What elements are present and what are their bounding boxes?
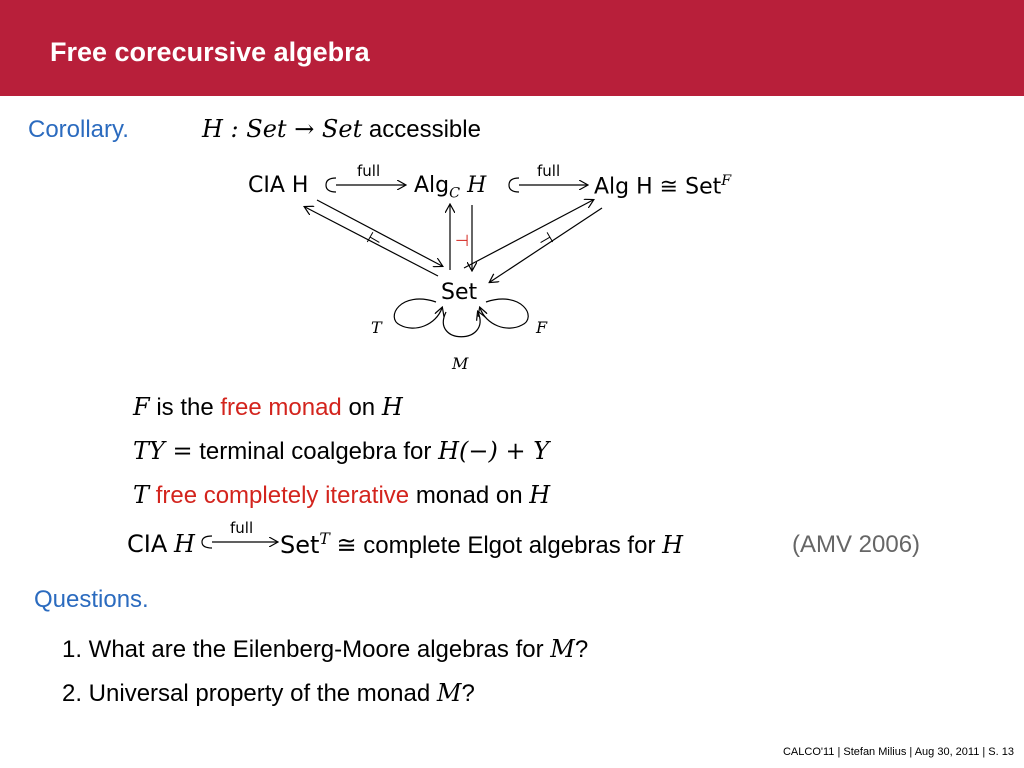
question-1-text: 1. What are the Eilenberg-Moore algebras for — [62, 636, 544, 663]
fact-t-math2: H — [529, 481, 551, 509]
loop-label-M: M — [452, 354, 469, 373]
fact-ty-math2: H(−) + Y — [438, 437, 550, 465]
equiv-iso: ≅ — [336, 532, 357, 559]
label-full-2: full — [537, 162, 561, 180]
corollary-statement-math: H : Set → Set — [202, 115, 363, 143]
questions-label: Questions. — [34, 586, 149, 613]
equiv-set-sup: T — [319, 530, 330, 548]
adjunction-symbol-middle: ⊣ — [455, 233, 469, 250]
fact-ty-math: TY = — [133, 437, 193, 465]
equiv-text: complete Elgot algebras for — [363, 532, 656, 559]
equivalence-rhs — [280, 530, 683, 560]
fact-f-math: F — [133, 393, 150, 421]
equiv-h2: H — [662, 531, 684, 559]
equiv-full-label: full — [230, 519, 254, 537]
adjunction-symbol-left: ⊤ — [364, 229, 387, 251]
fact-f-text1: is the — [156, 394, 214, 421]
node-iso: ≅ — [659, 174, 679, 200]
adjunction-symbol-right: ⊤ — [533, 229, 556, 251]
corollary-label: Corollary. — [28, 116, 129, 143]
fact-t-math: T — [133, 481, 150, 509]
slide-footer: CALCO'11 | Stefan Milius | Aug 30, 2011 | S. 13 — [782, 746, 1014, 758]
corollary-statement-text: accessible — [368, 116, 481, 143]
fact-f-math2: H — [381, 393, 403, 421]
fact-ty-text: terminal coalgebra for — [199, 438, 432, 465]
question-2-text: 2. Universal property of the monad — [62, 680, 431, 707]
node-setf-sup: F — [721, 173, 732, 189]
slide-title: Free corecursive algebra — [50, 37, 370, 67]
equiv-h: H — [173, 530, 195, 558]
question-1 — [62, 635, 588, 664]
citation: (AMV 2006) — [792, 531, 921, 558]
question-1-math: M — [550, 635, 575, 663]
fact-f-text2: on — [348, 394, 376, 421]
node-algc-text: Alg — [414, 173, 450, 198]
question-2-end: ? — [461, 680, 475, 707]
question-2-math: M — [436, 679, 462, 707]
equiv-set: Set — [280, 531, 320, 559]
node-cia-text: CIA H — [248, 173, 309, 198]
fact-t-red: free completely iterative — [155, 482, 410, 509]
question-1-end: ? — [574, 636, 589, 663]
loop-label-F: F — [536, 318, 548, 337]
label-full-1: full — [357, 162, 381, 180]
node-alg-text: Alg H — [594, 174, 653, 200]
equiv-cia: CIA — [127, 530, 168, 558]
node-setf-text: Set — [685, 174, 722, 200]
diagram-node-set: Set — [441, 280, 478, 305]
loop-label-T: T — [371, 318, 382, 337]
node-algc-sub: C — [449, 185, 461, 202]
question-2 — [62, 679, 475, 708]
node-algc-h: H — [467, 173, 487, 198]
fact-t-text: monad on — [415, 482, 523, 509]
fact-f-red: free monad — [220, 394, 342, 421]
